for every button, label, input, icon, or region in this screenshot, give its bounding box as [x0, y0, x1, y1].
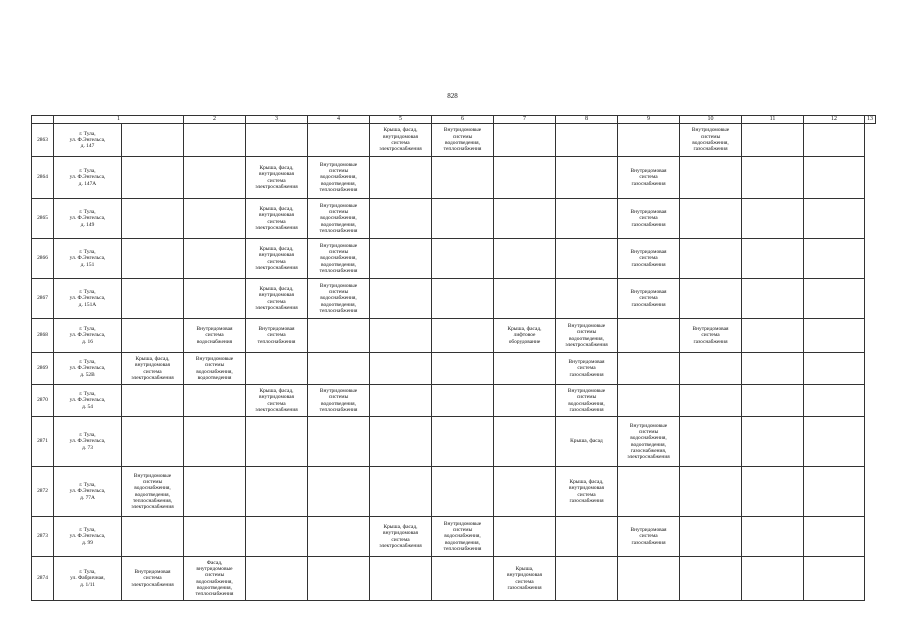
work-cell-col-8: Крыша, внутридомовая система газоснабжения — [494, 557, 556, 601]
work-cell-col-4: Крыша, фасад, внутридомовая система электроснабжения — [246, 279, 308, 319]
work-cell-col-7 — [432, 467, 494, 517]
table-row — [32, 319, 876, 353]
work-cell-col-11 — [680, 199, 742, 239]
work-cell-col-2 — [122, 517, 184, 557]
column-header-11: 11 — [742, 116, 804, 124]
work-cell-col-9 — [556, 279, 618, 319]
work-cell-col-4 — [246, 467, 308, 517]
work-cell-col-2 — [122, 319, 184, 353]
work-cell-col-6 — [370, 157, 432, 199]
work-cell-col-10: Внутридомовая система газоснабжения — [618, 157, 680, 199]
address-cell: г. Тула, ул. Ф.Энгельса, д. 54 — [54, 385, 122, 417]
work-cell-col-6 — [370, 557, 432, 601]
row-number: 2873 — [32, 517, 54, 557]
work-cell-col-11 — [680, 157, 742, 199]
work-cell-col-10 — [618, 319, 680, 353]
work-cell-col-13 — [804, 319, 865, 353]
work-cell-col-5 — [308, 517, 370, 557]
work-cell-col-8 — [494, 353, 556, 385]
work-cell-col-12 — [742, 157, 804, 199]
work-cell-col-12 — [742, 199, 804, 239]
table-row — [32, 157, 876, 199]
work-cell-col-3 — [184, 199, 246, 239]
row-number: 2870 — [32, 385, 54, 417]
work-cell-col-10 — [618, 385, 680, 417]
work-cell-col-5: Внутридомовые системы водоснабжения, водоотведения, теплоснабжения — [308, 199, 370, 239]
column-header-13: 13 — [865, 116, 876, 124]
work-cell-col-6: Крыша, фасад, внутридомовая система электроснабжения — [370, 124, 432, 157]
work-cell-col-5 — [308, 353, 370, 385]
work-cell-col-7 — [432, 319, 494, 353]
work-cell-col-3 — [184, 124, 246, 157]
work-cell-col-11 — [680, 239, 742, 279]
work-cell-col-6 — [370, 353, 432, 385]
column-header-7: 7 — [494, 116, 556, 124]
page-number: 828 — [447, 92, 458, 100]
work-cell-col-13 — [804, 385, 865, 417]
work-cell-col-13 — [804, 417, 865, 467]
work-cell-col-5 — [308, 319, 370, 353]
work-cell-col-8 — [494, 517, 556, 557]
work-cell-col-9: Внутридомовые системы водоснабжения, газоснабжения — [556, 385, 618, 417]
work-cell-col-5 — [308, 124, 370, 157]
work-cell-col-8: Крыша, фасад, лифтовое оборудование — [494, 319, 556, 353]
row-number: 2864 — [32, 157, 54, 199]
work-cell-col-2 — [122, 279, 184, 319]
row-number: 2872 — [32, 467, 54, 517]
work-cell-col-13 — [804, 157, 865, 199]
work-cell-col-4 — [246, 557, 308, 601]
work-cell-col-7 — [432, 239, 494, 279]
work-cell-col-4 — [246, 417, 308, 467]
address-cell: г. Тула, ул. Ф.Энгельса, д. 151 — [54, 239, 122, 279]
work-cell-col-9 — [556, 199, 618, 239]
work-cell-col-2 — [122, 239, 184, 279]
work-cell-col-9: Внутридомовая система газоснабжения — [556, 353, 618, 385]
work-cell-col-4: Крыша, фасад, внутридомовая система электроснабжения — [246, 385, 308, 417]
work-cell-col-12 — [742, 279, 804, 319]
address-cell: г. Тула, ул. Ф.Энгельса, д. 73 — [54, 417, 122, 467]
work-cell-col-2 — [122, 157, 184, 199]
work-cell-col-6 — [370, 199, 432, 239]
row-number: 2871 — [32, 417, 54, 467]
table-row — [32, 124, 876, 157]
row-number: 2869 — [32, 353, 54, 385]
table-row — [32, 239, 876, 279]
work-cell-col-7 — [432, 417, 494, 467]
work-cell-col-12 — [742, 517, 804, 557]
work-cell-col-13 — [804, 124, 865, 157]
table-row — [32, 467, 876, 517]
table-row — [32, 199, 876, 239]
work-cell-col-10: Внутридомовая система газоснабжения — [618, 199, 680, 239]
work-cell-col-4 — [246, 517, 308, 557]
work-cell-col-4: Крыша, фасад, внутридомовая система электроснабжения — [246, 199, 308, 239]
work-cell-col-3 — [184, 517, 246, 557]
work-cell-col-2: Внутридомовая система электроснабжения — [122, 557, 184, 601]
work-cell-col-6 — [370, 239, 432, 279]
work-cell-col-10 — [618, 124, 680, 157]
address-cell: г. Тула, ул. Ф.Энгельса, д. 147А — [54, 157, 122, 199]
work-cell-col-9 — [556, 157, 618, 199]
work-cell-col-12 — [742, 467, 804, 517]
work-cell-col-12 — [742, 557, 804, 601]
work-cell-col-4: Внутридомовая система теплоснабжения — [246, 319, 308, 353]
column-header-1: 1 — [54, 116, 184, 124]
work-cell-col-2 — [122, 417, 184, 467]
column-header-3: 3 — [246, 116, 308, 124]
row-number: 2865 — [32, 199, 54, 239]
work-cell-col-13 — [804, 467, 865, 517]
row-number: 2867 — [32, 279, 54, 319]
work-cell-col-7 — [432, 557, 494, 601]
work-cell-col-13 — [804, 517, 865, 557]
work-cell-col-3: Внутридомовая система водоснабжения — [184, 319, 246, 353]
work-cell-col-5: Внутридомовые системы водоснабжения, водоотведения, теплоснабжения — [308, 239, 370, 279]
row-number: 2866 — [32, 239, 54, 279]
address-cell: г. Тула, ул. Ф.Энгельса, д. 16 — [54, 319, 122, 353]
column-header-12: 12 — [804, 116, 865, 124]
column-header-5: 5 — [370, 116, 432, 124]
column-header-8: 8 — [556, 116, 618, 124]
table-row — [32, 517, 876, 557]
row-number: 2868 — [32, 319, 54, 353]
work-cell-col-7 — [432, 157, 494, 199]
work-cell-col-6 — [370, 417, 432, 467]
work-cell-col-3 — [184, 417, 246, 467]
column-header-6: 6 — [432, 116, 494, 124]
work-cell-col-8 — [494, 279, 556, 319]
address-cell: г. Тула, ул. Ф.Энгельса, д. 147 — [54, 124, 122, 157]
work-cell-col-3 — [184, 239, 246, 279]
work-cell-col-12 — [742, 353, 804, 385]
work-cell-col-6 — [370, 385, 432, 417]
work-cell-col-8 — [494, 239, 556, 279]
work-cell-col-11 — [680, 467, 742, 517]
row-number: 2874 — [32, 557, 54, 601]
work-cell-col-10 — [618, 467, 680, 517]
work-cell-col-11 — [680, 385, 742, 417]
column-header-2: 2 — [184, 116, 246, 124]
table-header — [32, 116, 876, 124]
address-cell: г. Тула, ул. Ф.Энгельса, д. 52В — [54, 353, 122, 385]
work-cell-col-8 — [494, 157, 556, 199]
work-cell-col-9 — [556, 124, 618, 157]
work-cell-col-5 — [308, 557, 370, 601]
work-cell-col-6 — [370, 279, 432, 319]
row-number: 2863 — [32, 124, 54, 157]
address-cell: г. Тула, ул. Фабричная, д. 1/11 — [54, 557, 122, 601]
work-cell-col-9 — [556, 557, 618, 601]
work-cell-col-3 — [184, 279, 246, 319]
work-cell-col-11 — [680, 517, 742, 557]
work-cell-col-4: Крыша, фасад, внутридомовая система электроснабжения — [246, 239, 308, 279]
column-header-9: 9 — [618, 116, 680, 124]
column-header-10: 10 — [680, 116, 742, 124]
column-header-num — [32, 116, 54, 124]
work-cell-col-8 — [494, 467, 556, 517]
work-cell-col-7 — [432, 199, 494, 239]
work-cell-col-8 — [494, 385, 556, 417]
work-cell-col-7 — [432, 385, 494, 417]
table-body — [32, 124, 876, 601]
work-cell-col-5: Внутридомовые системы водоснабжения, водоотведения, теплоснабжения — [308, 157, 370, 199]
work-cell-col-11 — [680, 279, 742, 319]
work-cell-col-10 — [618, 353, 680, 385]
work-cell-col-5 — [308, 467, 370, 517]
work-cell-col-11 — [680, 417, 742, 467]
capital-repair-table — [31, 115, 876, 601]
work-cell-col-13 — [804, 199, 865, 239]
work-cell-col-11 — [680, 557, 742, 601]
work-cell-col-2 — [122, 199, 184, 239]
work-cell-col-2: Внутридомовые системы водоснабжения, водоотведения, теплоснабжения, электроснабжения — [122, 467, 184, 517]
work-cell-col-2 — [122, 385, 184, 417]
work-cell-col-13 — [804, 279, 865, 319]
work-cell-col-4 — [246, 353, 308, 385]
work-cell-col-8 — [494, 124, 556, 157]
work-cell-col-9: Крыша, фасад, внутридомовая система газоснабжения — [556, 467, 618, 517]
table-row — [32, 417, 876, 467]
work-cell-col-11: Внутридомовая система газоснабжения — [680, 319, 742, 353]
work-cell-col-4: Крыша, фасад, внутридомовая система электроснабжения — [246, 157, 308, 199]
work-cell-col-2 — [122, 124, 184, 157]
work-cell-col-3 — [184, 157, 246, 199]
work-cell-col-10 — [618, 557, 680, 601]
address-cell: г. Тула, ул. Ф.Энгельса, д. 77А — [54, 467, 122, 517]
address-cell: г. Тула, ул. Ф.Энгельса, д. 151А — [54, 279, 122, 319]
work-cell-col-10: Внутридомовые системы водоснабжения, водоотведения, газоснабжения, электроснабжения — [618, 417, 680, 467]
work-cell-col-3: Внутридомовые системы водоснабжения, водоотведения — [184, 353, 246, 385]
work-cell-col-13 — [804, 557, 865, 601]
table-row — [32, 353, 876, 385]
work-cell-col-3: Фасад, внутридомовые системы водоснабжения, водоотведения, теплоснабжения — [184, 557, 246, 601]
work-cell-col-9: Крыша, фасад — [556, 417, 618, 467]
work-cell-col-3 — [184, 385, 246, 417]
work-cell-col-7: Внутридомовые системы водоотведения, теплоснабжения — [432, 124, 494, 157]
work-cell-col-5: Внутридомовые системы водоотведения, теплоснабжения — [308, 385, 370, 417]
work-cell-col-12 — [742, 417, 804, 467]
address-cell: г. Тула, ул. Ф.Энгельса, д. 149 — [54, 199, 122, 239]
work-cell-col-6 — [370, 319, 432, 353]
table-row — [32, 385, 876, 417]
work-cell-col-4 — [246, 124, 308, 157]
address-cell: г. Тула, ул. Ф.Энгельса, д. 99 — [54, 517, 122, 557]
work-cell-col-5 — [308, 417, 370, 467]
work-cell-col-10: Внутридомовая система газоснабжения — [618, 239, 680, 279]
work-cell-col-12 — [742, 124, 804, 157]
table-row — [32, 557, 876, 601]
work-cell-col-11: Внутридомовые системы водоснабжения, газоснабжения — [680, 124, 742, 157]
work-cell-col-13 — [804, 353, 865, 385]
column-header-4: 4 — [308, 116, 370, 124]
work-cell-col-11 — [680, 353, 742, 385]
work-cell-col-12 — [742, 319, 804, 353]
work-cell-col-6 — [370, 467, 432, 517]
work-cell-col-10: Внутридомовая система газоснабжения — [618, 517, 680, 557]
work-cell-col-7 — [432, 279, 494, 319]
work-cell-col-12 — [742, 239, 804, 279]
work-cell-col-5: Внутридомовые системы водоснабжения, водоотведения, теплоснабжения — [308, 279, 370, 319]
work-cell-col-6: Крыша, фасад, внутридомовая система электроснабжения — [370, 517, 432, 557]
work-cell-col-3 — [184, 467, 246, 517]
work-cell-col-8 — [494, 417, 556, 467]
work-cell-col-8 — [494, 199, 556, 239]
work-cell-col-13 — [804, 239, 865, 279]
work-cell-col-2: Крыша, фасад, внутридомовая система электроснабжения — [122, 353, 184, 385]
work-cell-col-10: Внутридомовая система газоснабжения — [618, 279, 680, 319]
work-cell-col-7 — [432, 353, 494, 385]
work-cell-col-9: Внутридомовые системы водоотведения, электроснабжения — [556, 319, 618, 353]
table-row — [32, 279, 876, 319]
work-cell-col-12 — [742, 385, 804, 417]
work-cell-col-9 — [556, 239, 618, 279]
header-row — [32, 116, 876, 124]
work-cell-col-9 — [556, 517, 618, 557]
work-cell-col-7: Внутридомовые системы водоснабжения, водоотведения, теплоснабжения — [432, 517, 494, 557]
